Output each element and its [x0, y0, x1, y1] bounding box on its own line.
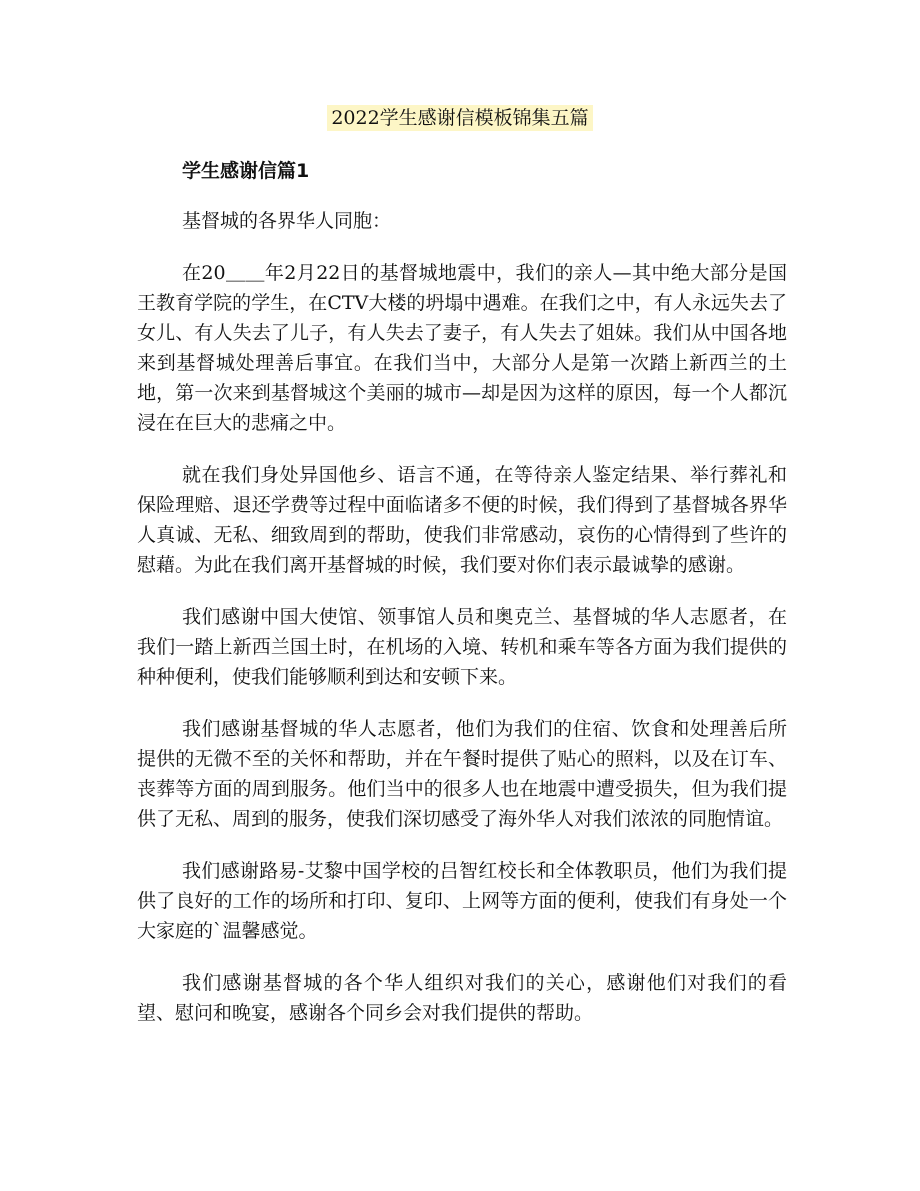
document-title-text: 2022学生感谢信模板锦集五篇	[327, 105, 592, 131]
letter-body	[137, 206, 787, 1050]
salutation-paragraph: 基督城的各界华人同胞：	[182, 210, 392, 232]
body-paragraph: 我们感谢路易-艾黎中国学校的吕智红校长和全体教职员，他们为我们提供了良好的工作的场所和打印、复印、上网等方面的便利，使我们有身处一个大家庭的`温馨感觉。	[137, 860, 787, 942]
body-paragraph: 在20＿＿年2月22日的基督城地震中，我们的亲人—其中绝大部分是国王教育学院的学生，在CTV大楼的坍塌中遇难。在我们之中，有人永远失去了女儿、有人失去了儿子，有人失去了妻子，有人失去了姐妹。我们从中国各地来到基督城处理善后事宜。在我们当中，大部分人是第一次踏上新西兰的土地，第一次来到基督城这个美丽的城市—却是因为这样的原因，每一个人都沉浸在在巨大的悲痛之中。	[137, 262, 787, 434]
body-paragraph: 我们感谢基督城的各个华人组织对我们的关心，感谢他们对我们的看望、慰问和晚宴，感谢各个同乡会对我们提供的帮助。	[137, 972, 787, 1024]
document-title	[0, 104, 920, 132]
body-paragraph: 我们感谢中国大使馆、领事馆人员和奥克兰、基督城的华人志愿者，在我们一踏上新西兰国土时，在机场的入境、转机和乘车等各方面为我们提供的种种便利，使我们能够顺利到达和安顿下来。	[137, 606, 787, 688]
section-heading: 学生感谢信篇1	[182, 160, 310, 182]
body-paragraph: 就在我们身处异国他乡、语言不通，在等待亲人鉴定结果、举行葬礼和保险理赔、退还学费等过程中面临诸多不便的时候，我们得到了基督城各界华人真诚、无私、细致周到的帮助，使我们非常感动，哀伤的心情得到了些许的慰藉。为此在我们离开基督城的时候，我们要对你们表示最诚挚的感谢。	[137, 464, 787, 576]
body-paragraph: 我们感谢基督城的华人志愿者，他们为我们的住宿、饮食和处理善后所提供的无微不至的关怀和帮助，并在午餐时提供了贴心的照料，以及在订车、丧葬等方面的周到服务。他们当中的很多人也在地震中遭受损失，但为我们提供了无私、周到的服务，使我们深切感受了海外华人对我们浓浓的同胞情谊。	[137, 718, 787, 830]
